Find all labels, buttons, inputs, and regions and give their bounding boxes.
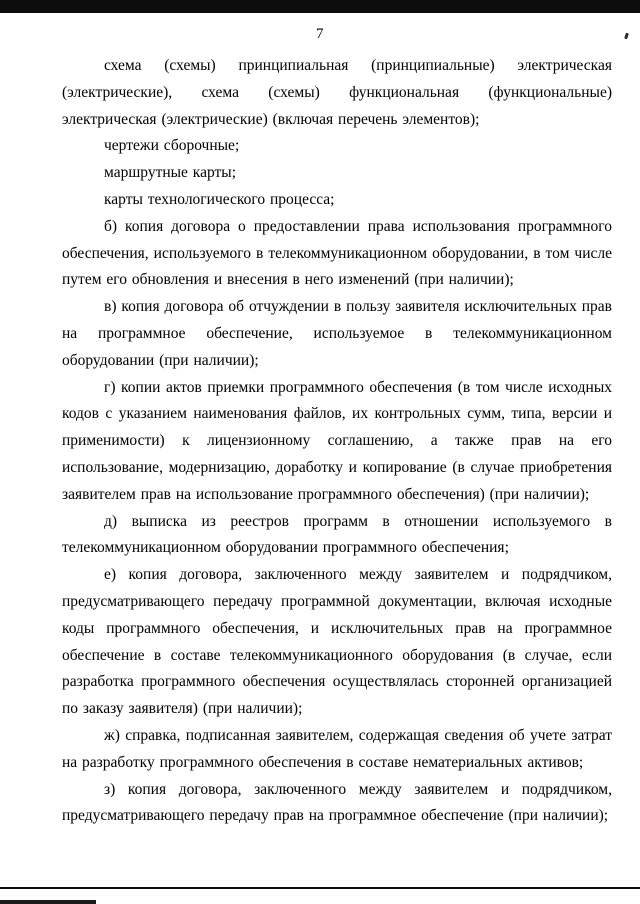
paragraph: схема (схемы) принципиальная (принципиальные) электрическая (электрические), схема (схемы) функциональная (функциональные) электрическая (электрические) (включая перечень элементов); bbox=[62, 57, 612, 128]
paragraph: д) выписка из реестров программ в отношении используемого в телекоммуникационном оборудовании программного обеспечения; bbox=[62, 512, 612, 557]
paragraph: е) копия договора, заключенного между заявителем и подрядчиком, предусматривающего передачу программной документации, включая исходные коды программного обеспечения, и исключительных прав на программное обеспечение в составе телекоммуникационного оборудования (в случае, если разработка программного обеспечения осуществлялась сторонней организацией по заказу заявителя) (при наличии); bbox=[62, 566, 612, 718]
scan-artifact-bottom-line bbox=[0, 887, 640, 889]
paragraph: маршрутные карты; bbox=[104, 164, 237, 182]
paragraph: з) копия договора, заключенного между заявителем и подрядчиком, предусматривающего передачу прав на программное обеспечение (при наличии); bbox=[62, 780, 612, 825]
paragraph: чертежи сборочные; bbox=[104, 137, 240, 155]
paragraph: г) копии актов приемки программного обеспечения (в том числе исходных кодов с указанием наименования файлов, их контрольных сумм, типа, версии и применимости) к лицензионному соглашению, а также прав на его использование, модернизацию, доработку и копирование (в случае приобретения заявителем прав на использование программного обеспечения) (при наличии); bbox=[62, 378, 612, 503]
paragraph: карты технологического процесса; bbox=[104, 190, 335, 208]
paragraph: ж) справка, подписанная заявителем, содержащая сведения об учете затрат на разработку программного обеспечения в составе нематериальных активов; bbox=[62, 726, 612, 771]
scan-artifact-bottom-mark bbox=[0, 900, 96, 904]
scan-artifact-top-bar bbox=[0, 0, 640, 13]
page-number: 7 bbox=[316, 26, 324, 42]
paragraph: б) копия договора о предоставлении права использования программного обеспечения, используемого в телекоммуникационном оборудовании, в том числе путем его обновления и внесения в него изменений (при наличии); bbox=[62, 217, 612, 289]
paragraph: в) копия договора об отчуждении в пользу заявителя исключительных прав на программное обеспечение, используемое в телекоммуникационном оборудовании (при наличии); bbox=[62, 298, 612, 369]
document-body bbox=[62, 53, 612, 830]
